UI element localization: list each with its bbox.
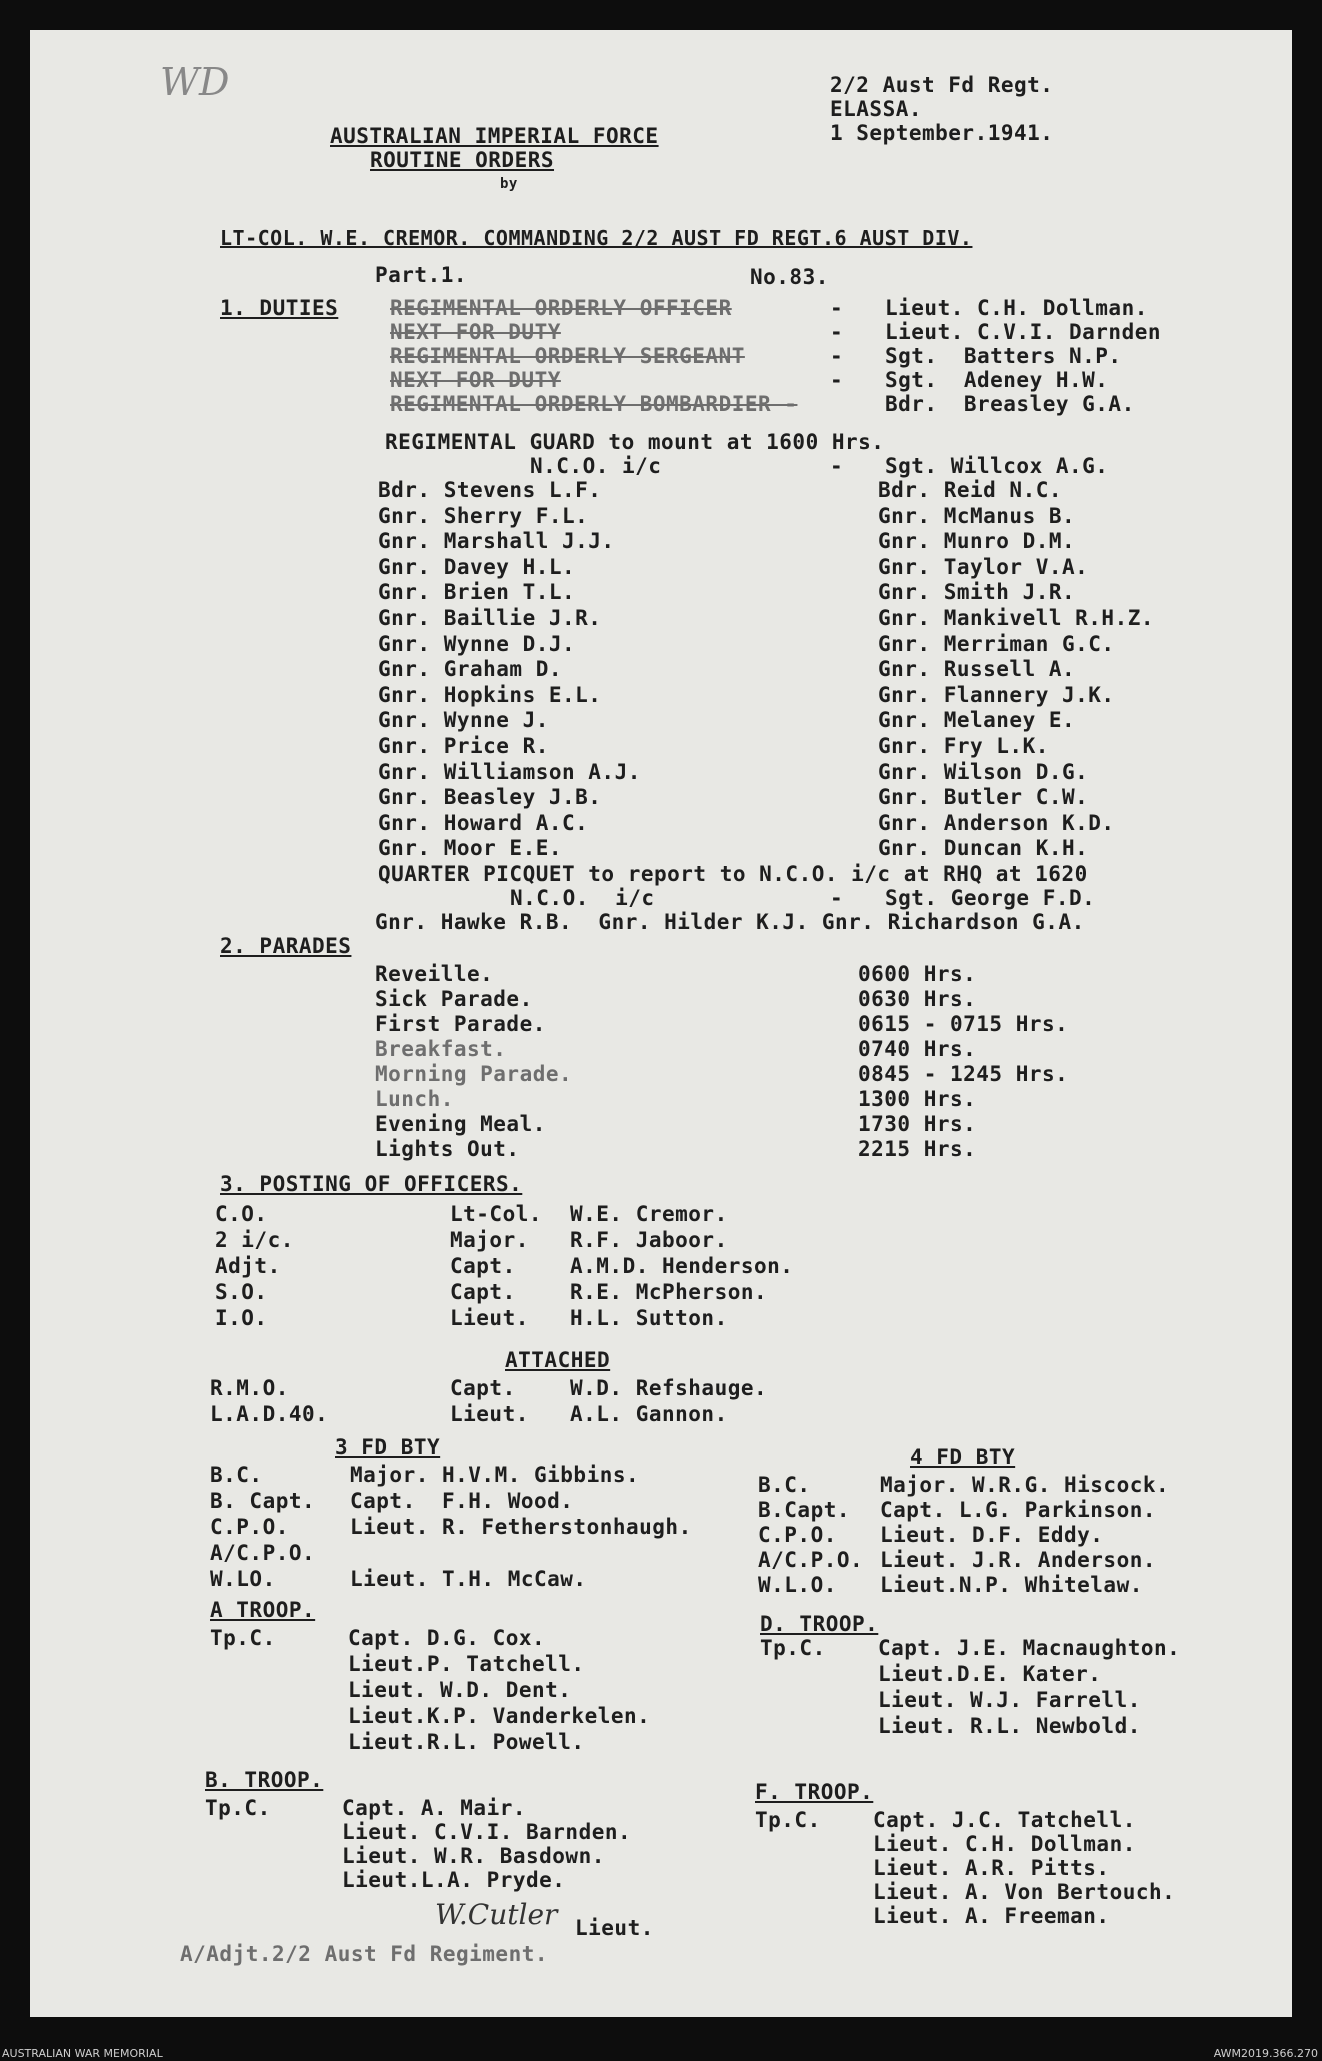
troop-member: Lieut.L.A. Pryde.: [342, 1868, 566, 1892]
guard-member: Gnr. Howard A.C.: [378, 810, 589, 835]
orders-title: ROUTINE ORDERS: [370, 148, 555, 172]
bty4-entry: Lieut.N.P. Whitelaw.: [880, 1573, 1143, 1597]
bty4-post: A/C.P.O.: [758, 1548, 864, 1572]
bty3-post: W.LO.: [210, 1567, 276, 1591]
posting-rank: Lieut.: [450, 1306, 529, 1330]
posting-name: R.E. McPherson.: [570, 1280, 768, 1304]
parade-name: Morning Parade.: [375, 1062, 573, 1086]
parade-time: 2215 Hrs.: [858, 1137, 977, 1161]
order-date: 1 September.1941.: [830, 121, 1054, 145]
picquet-nco-label: N.C.O. i/c: [510, 886, 655, 910]
troop-member: Lieut.R.L. Powell.: [348, 1730, 585, 1754]
signature-title: A/Adjt.2/2 Aust Fd Regiment.: [180, 1942, 549, 1966]
guard-member: Gnr. Williamson A.J.: [378, 759, 641, 784]
bty4-post: W.L.O.: [758, 1573, 837, 1597]
troop-a-heading: A TROOP.: [210, 1598, 316, 1622]
troop-member: Lieut. W.J. Farrell.: [878, 1688, 1141, 1712]
troop-member: Capt. J.C. Tatchell.: [873, 1808, 1136, 1832]
bty3-entry: Lieut. R. Fetherstonhaugh.: [350, 1515, 692, 1539]
guard-member: Gnr. Munro D.M.: [878, 529, 1076, 554]
guard-member: Bdr. Reid N.C.: [878, 478, 1063, 502]
duty-name: Lieut. C.H. Dollman.: [885, 296, 1148, 320]
unit-name: 2/2 Aust Fd Regt.: [830, 73, 1054, 97]
bty3-post: B.C.: [210, 1463, 263, 1487]
duty-name: Lieut. C.V.I. Darnden: [885, 320, 1162, 344]
parade-name: Sick Parade.: [375, 987, 533, 1011]
guard-member: Gnr. Davey H.L.: [378, 554, 576, 579]
bty4-entry: Major. W.R.G. Hiscock.: [880, 1473, 1170, 1497]
guard-member: Gnr. Moor E.E.: [378, 836, 563, 861]
guard-member: Gnr. Graham D.: [378, 657, 563, 682]
order-number: No.83.: [750, 265, 829, 289]
bty4-post: C.P.O.: [758, 1523, 837, 1547]
troop-b-tpc: Tp.C.: [205, 1796, 271, 1820]
guard-nco-name: Sgt. Willcox A.G.: [885, 454, 1109, 478]
posting-name: H.L. Sutton.: [570, 1306, 728, 1330]
picquet-nco-name: Sgt. George F.D.: [885, 886, 1096, 910]
posting-post: 2 i/c.: [215, 1228, 294, 1252]
guard-member: Gnr. Flannery J.K.: [878, 682, 1115, 707]
parade-time: 0615 - 0715 Hrs.: [858, 1012, 1069, 1036]
place-name: ELASSA.: [830, 97, 923, 121]
posting-heading: 3. POSTING OF OFFICERS.: [220, 1172, 523, 1196]
archive-name: AUSTRALIAN WAR MEMORIAL: [2, 2047, 163, 2060]
parade-time: 0740 Hrs.: [858, 1037, 977, 1061]
guard-member: Gnr. Russell A.: [878, 657, 1076, 682]
duty-name: Bdr. Breasley G.A.: [885, 392, 1135, 416]
signature-rank: Lieut.: [575, 1916, 654, 1940]
troop-member: Lieut. W.D. Dent.: [348, 1678, 572, 1702]
bty3-post: A/C.P.O.: [210, 1541, 316, 1565]
bty4-entry: Lieut. J.R. Anderson.: [880, 1548, 1157, 1572]
bty4-entry: Capt. L.G. Parkinson.: [880, 1498, 1157, 1522]
guard-member: Gnr. Price R.: [378, 734, 549, 758]
guard-member: Gnr. Smith J.R.: [878, 580, 1076, 605]
guard-member: Gnr. Merriman G.C.: [878, 631, 1115, 656]
troop-member: Lieut.K.P. Vanderkelen.: [348, 1704, 651, 1728]
troop-member: Lieut. C.V.I. Barnden.: [342, 1820, 632, 1844]
attached-name: W.D. Refshauge.: [570, 1376, 768, 1400]
guard-nco-label: N.C.O. i/c: [530, 454, 662, 478]
guard-member: Gnr. Sherry F.L.: [378, 503, 589, 528]
parade-name: Lunch.: [375, 1087, 454, 1111]
duty-dash: -: [830, 296, 844, 320]
guard-nco-dash: -: [830, 454, 844, 478]
guard-member: Gnr. Beasley J.B.: [378, 785, 602, 810]
attached-heading: ATTACHED: [505, 1348, 611, 1372]
troop-member: Lieut. A.R. Pitts.: [873, 1856, 1110, 1880]
duty-role: REGIMENTAL ORDERLY SERGEANT: [390, 344, 745, 368]
guard-member: Gnr. Melaney E.: [878, 708, 1076, 733]
part-number: Part.1.: [375, 263, 468, 287]
troop-member: Lieut.P. Tatchell.: [348, 1652, 585, 1676]
troop-d-heading: D. TROOP.: [760, 1612, 879, 1636]
guard-member: Gnr. Butler C.W.: [878, 785, 1089, 810]
posting-rank: Capt.: [450, 1280, 516, 1304]
guard-member: Gnr. Marshall J.J.: [378, 529, 615, 554]
guard-member: Gnr. Wynne J.: [378, 708, 549, 733]
parade-name: First Parade.: [375, 1012, 546, 1036]
attached-post: L.A.D.40.: [210, 1402, 329, 1426]
parade-name: Evening Meal.: [375, 1112, 546, 1136]
duty-dash: -: [830, 344, 844, 368]
guard-member: Gnr. Taylor V.A.: [878, 554, 1089, 579]
by-label: by: [500, 176, 518, 192]
bty3-entry: Lieut. T.H. McCaw.: [350, 1567, 587, 1591]
troop-f-heading: F. TROOP.: [755, 1780, 874, 1804]
duties-heading: 1. DUTIES: [220, 296, 339, 320]
duty-dash: -: [830, 368, 844, 392]
parade-name: Breakfast.: [375, 1037, 507, 1061]
parade-name: Reveille.: [375, 962, 494, 986]
duty-role: REGIMENTAL ORDERLY OFFICER: [390, 296, 732, 320]
troop-member: Lieut.D.E. Kater.: [878, 1662, 1102, 1686]
attached-rank: Lieut.: [450, 1402, 529, 1426]
picquet-men: Gnr. Hawke R.B. Gnr. Hilder K.J. Gnr. Richardson G.A.: [375, 910, 1085, 934]
troop-d-tpc: Tp.C.: [760, 1636, 826, 1660]
duty-name: Sgt. Batters N.P.: [885, 344, 1122, 368]
posting-rank: Capt.: [450, 1254, 516, 1278]
parade-time: 1300 Hrs.: [858, 1087, 977, 1111]
duty-role: NEXT FOR DUTY: [390, 368, 561, 392]
duty-role: NEXT FOR DUTY: [390, 320, 561, 344]
troop-member: Capt. D.G. Cox.: [348, 1626, 546, 1650]
attached-name: A.L. Gannon.: [570, 1402, 728, 1426]
guard-member: Gnr. Anderson K.D.: [878, 810, 1115, 835]
troop-f-tpc: Tp.C.: [755, 1808, 821, 1832]
duty-role: REGIMENTAL ORDERLY BOMBARDIER -: [390, 392, 798, 416]
bty3-heading: 3 FD BTY: [335, 1435, 441, 1459]
guard-member: Gnr. Brien T.L.: [378, 580, 576, 605]
bty4-post: B.Capt.: [758, 1498, 851, 1522]
guard-member: Gnr. Duncan K.H.: [878, 836, 1089, 861]
troop-member: Lieut. A. Freeman.: [873, 1904, 1110, 1928]
guard-member: Gnr. Wynne D.J.: [378, 631, 576, 656]
guard-member: Bdr. Stevens L.F.: [378, 478, 602, 502]
bty4-heading: 4 FD BTY: [910, 1445, 1016, 1469]
archive-reference: AWM2019.366.270: [1213, 2047, 1318, 2060]
bty3-post: B. Capt.: [210, 1489, 316, 1513]
parade-name: Lights Out.: [375, 1137, 520, 1161]
attached-post: R.M.O.: [210, 1376, 289, 1400]
troop-member: Lieut. R.L. Newbold.: [878, 1714, 1141, 1738]
bty4-entry: Lieut. D.F. Eddy.: [880, 1523, 1104, 1547]
force-title: AUSTRALIAN IMPERIAL FORCE: [330, 124, 659, 148]
handwritten-annotation: WD: [160, 60, 230, 104]
posting-name: A.M.D. Henderson.: [570, 1254, 794, 1278]
troop-member: Lieut. W.R. Basdown.: [342, 1844, 605, 1868]
guard-member: Gnr. McManus B.: [878, 503, 1076, 528]
posting-post: S.O.: [215, 1280, 268, 1304]
troop-member: Lieut. A. Von Bertouch.: [873, 1880, 1176, 1904]
commander-line: LT-COL. W.E. CREMOR. COMMANDING 2/2 AUST FD REGT.6 AUST DIV.: [220, 226, 973, 250]
document-page: [30, 30, 1292, 2017]
bty3-entry: Capt. F.H. Wood.: [350, 1489, 574, 1513]
signature-mark: W.Cutler: [435, 1898, 558, 1931]
posting-rank: Lt-Col.: [450, 1202, 543, 1226]
guard-member: Gnr. Hopkins E.L.: [378, 682, 602, 707]
posting-post: I.O.: [215, 1306, 268, 1330]
parade-time: 0600 Hrs.: [858, 962, 977, 986]
guard-member: Gnr. Fry L.K.: [878, 734, 1049, 758]
posting-rank: Major.: [450, 1228, 529, 1252]
posting-name: R.F. Jaboor.: [570, 1228, 728, 1252]
guard-member: Gnr. Mankivell R.H.Z.: [878, 606, 1155, 630]
troop-member: Capt. J.E. Macnaughton.: [878, 1636, 1181, 1660]
parade-time: 1730 Hrs.: [858, 1112, 977, 1136]
archive-footer: [0, 2047, 1322, 2061]
guard-member: Gnr. Baillie J.R.: [378, 606, 602, 630]
parade-time: 0845 - 1245 Hrs.: [858, 1062, 1069, 1086]
posting-post: C.O.: [215, 1202, 268, 1226]
bty3-post: C.P.O.: [210, 1515, 289, 1539]
guard-member: Gnr. Wilson D.G.: [878, 759, 1089, 784]
bty3-entry: Major. H.V.M. Gibbins.: [350, 1463, 640, 1487]
picquet-nco-dash: -: [830, 886, 844, 910]
duty-dash: -: [830, 320, 844, 344]
attached-rank: Capt.: [450, 1376, 516, 1400]
duty-name: Sgt. Adeney H.W.: [885, 368, 1109, 392]
picquet-line: QUARTER PICQUET to report to N.C.O. i/c at RHQ at 1620: [378, 862, 1088, 886]
troop-a-tpc: Tp.C.: [210, 1626, 276, 1650]
troop-b-heading: B. TROOP.: [205, 1768, 324, 1792]
parades-heading: 2. PARADES: [220, 934, 352, 958]
posting-name: W.E. Cremor.: [570, 1202, 728, 1226]
parade-time: 0630 Hrs.: [858, 987, 977, 1011]
posting-post: Adjt.: [215, 1254, 281, 1278]
bty4-post: B.C.: [758, 1473, 811, 1497]
troop-member: Capt. A. Mair.: [342, 1796, 527, 1820]
troop-member: Lieut. C.H. Dollman.: [873, 1832, 1136, 1856]
guard-line: REGIMENTAL GUARD to mount at 1600 Hrs.: [385, 430, 885, 454]
